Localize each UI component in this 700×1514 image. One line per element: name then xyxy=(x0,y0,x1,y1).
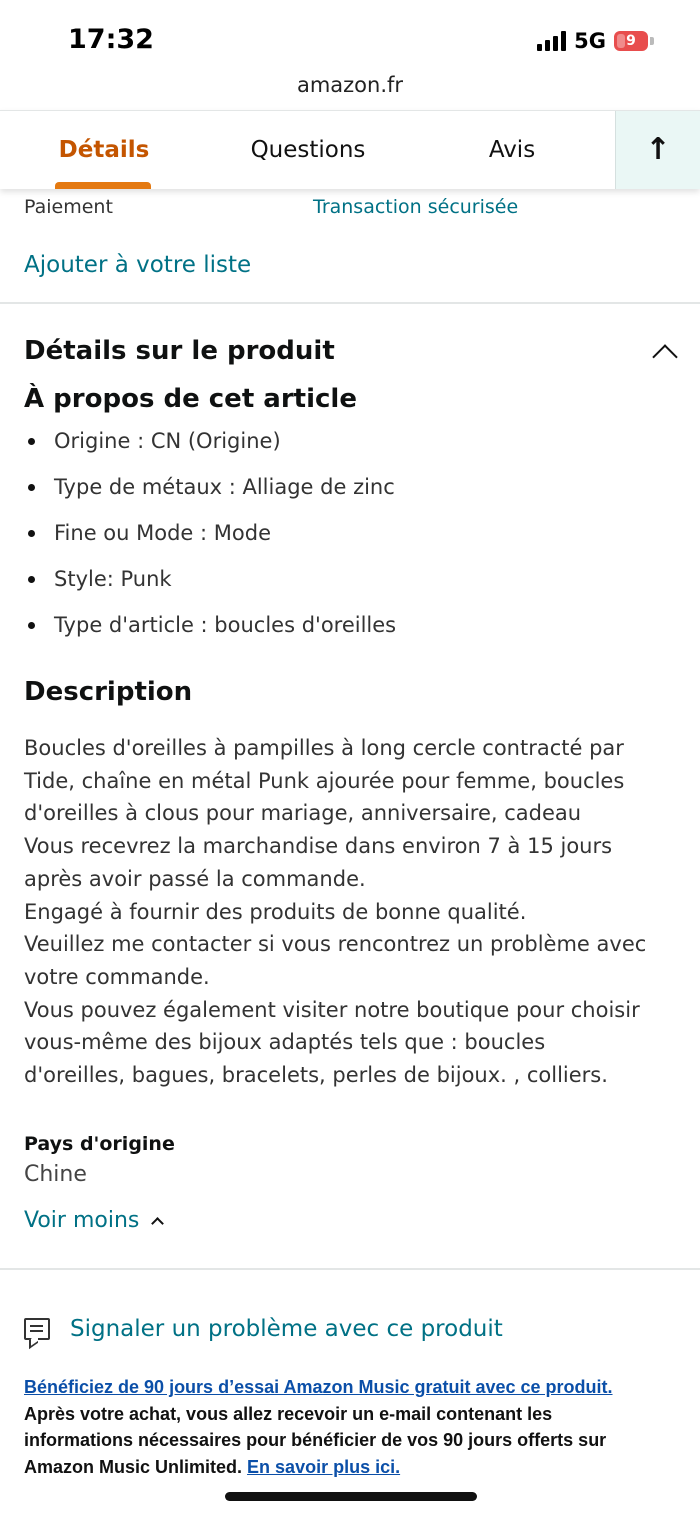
description-text xyxy=(24,732,684,1092)
payment-label: Paiement xyxy=(24,196,113,218)
description-line: Vous recevrez la marchandise dans environ 7 à 15 jours xyxy=(24,834,613,859)
battery-cap xyxy=(650,37,654,45)
description-line: Boucles d'oreilles à pampilles à long cercle contracté par xyxy=(24,736,624,760)
url-bar[interactable]: amazon.fr xyxy=(296,73,404,97)
description-line: votre commande. xyxy=(24,964,210,989)
battery-icon xyxy=(614,31,648,51)
about-heading: À propos de cet article xyxy=(24,384,357,414)
status-indicators xyxy=(537,29,654,53)
chevron-up-icon xyxy=(152,1217,165,1230)
signal-icon xyxy=(537,31,566,51)
description-line: d'oreilles à clous pour mariage, anniversaire, cadeau xyxy=(24,801,582,826)
description-line: vous-même des bijoux adaptés tels que : boucles xyxy=(24,1030,546,1055)
origin-value: Chine xyxy=(24,1162,87,1187)
section-tabbar xyxy=(0,110,700,189)
status-time: 17:32 xyxy=(68,24,154,55)
music-promo-text: Amazon Music Unlimited. xyxy=(24,1456,243,1477)
description-line: Engagé à fournir des produits de bonne qualité. xyxy=(24,899,527,924)
list-item: Fine ou Mode : Mode xyxy=(24,517,396,563)
music-promo-link[interactable]: Bénéficiez de 90 jours d’essai Amazon Music gratuit avec ce produit. xyxy=(24,1377,613,1397)
product-details-heading[interactable]: Détails sur le produit xyxy=(24,336,335,366)
product-bullet-list xyxy=(24,425,396,655)
see-less-link[interactable] xyxy=(24,1208,162,1233)
description-line: Tide, chaîne en métal Punk ajourée pour femme, boucles xyxy=(24,768,625,793)
description-line: Veuillez me contacter si vous rencontrez un problème avec xyxy=(24,932,647,957)
home-indicator[interactable] xyxy=(225,1492,477,1501)
music-promo-text: Après votre achat, vous allez recevoir un e-mail contenant les xyxy=(24,1403,553,1424)
tab-reviews[interactable]: Avis xyxy=(488,137,536,163)
tab-questions[interactable]: Questions xyxy=(250,137,366,163)
network-type: 5G xyxy=(574,29,606,53)
see-less-label: Voir moins xyxy=(24,1208,140,1233)
report-problem-link[interactable] xyxy=(24,1316,503,1342)
origin-label: Pays d'origine xyxy=(24,1133,175,1155)
list-item: Type de métaux : Alliage de zinc xyxy=(24,471,396,517)
scroll-to-top-button[interactable] xyxy=(615,111,700,189)
learn-more-link[interactable]: En savoir plus ici. xyxy=(247,1456,401,1477)
status-bar xyxy=(0,0,700,75)
feedback-icon xyxy=(24,1318,50,1340)
music-promo xyxy=(24,1374,684,1480)
description-heading: Description xyxy=(24,677,193,707)
battery-level: 9 xyxy=(626,33,636,49)
section-divider xyxy=(0,302,700,304)
list-item: Type d'article : boucles d'oreilles xyxy=(24,609,396,655)
chevron-up-icon[interactable] xyxy=(652,344,677,369)
active-tab-indicator xyxy=(55,182,151,189)
music-promo-text: informations nécessaires pour bénéficier de vos 90 jours offerts sur xyxy=(24,1430,607,1450)
list-item: Style: Punk xyxy=(24,563,396,609)
description-line: Vous pouvez également visiter notre boutique pour choisir xyxy=(24,997,640,1022)
list-item: Origine : CN (Origine) xyxy=(24,425,396,471)
report-problem-label: Signaler un problème avec ce produit xyxy=(70,1316,503,1342)
arrow-up-icon: ↑ xyxy=(645,132,671,167)
description-line: d'oreilles, bagues, bracelets, perles de bijoux. , colliers. xyxy=(24,1063,608,1088)
description-line: après avoir passé la commande. xyxy=(24,866,366,891)
tab-details[interactable]: Détails xyxy=(58,137,150,163)
section-divider xyxy=(0,1268,700,1270)
secure-transaction-link[interactable]: Transaction sécurisée xyxy=(313,196,519,218)
add-to-list-link[interactable]: Ajouter à votre liste xyxy=(24,252,252,278)
